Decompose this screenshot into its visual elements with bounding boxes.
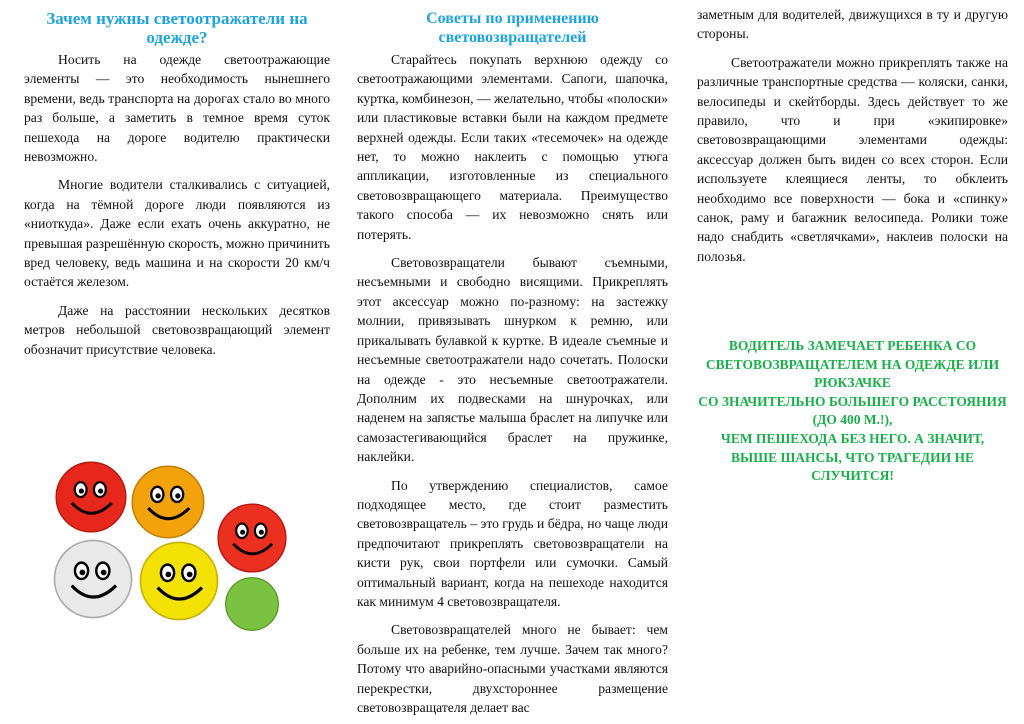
smiley-yellow-icon [138, 540, 220, 622]
paragraph: Светоотражатели можно прикреплять также на различные транспортные средства — коляски, санки, велосипеды и скейтборды. Здесь действует то же правило, что и при «экипировке» световозвращающими элементами одежды: аксессуар должен быть виден со всех сторон. Если используете клеящиеся ленты, то обклеить необходимо все поверхности — бока и «спинку» санок, раму и багажник велосипеда. Ролики тоже надо снабдить «светлячками», наклеив полоски на полозья. [697, 54, 1008, 264]
paragraph: заметным для водителей, движущихся в ту и другую стороны. [697, 7, 1008, 42]
smiley-orange-icon [130, 464, 206, 540]
paragraph: Носить на одежде светоотражающие элементы — это необходимость нынешнего времени, ведь транспорта на дорогах стало во много раз больше, а заметить в темное время суток пешехода на дороге водителю практически невозможно. [24, 52, 330, 165]
smiley-reflectors-image [48, 460, 298, 630]
driver-notice-callout: ВОДИТЕЛЬ ЗАМЕЧАЕТ РЕБЕНКА СО СВЕТОВОЗВРАЩАТЕЛЕМ НА ОДЕЖДЕ ИЛИ РЮКЗАЧКЕ СО ЗНАЧИТЕЛЬНО БОЛЬШЕГО РАССТОЯНИЯ (ДО 400 М.!), ЧЕМ ПЕШЕХОДА БЕЗ НЕГО. А ЗНАЧИТ, ВЫШЕ ШАНСЫ, ЧТО ТРАГЕДИИ НЕ СЛУЧИТСЯ! [698, 338, 1007, 484]
column-usage-tips [357, 0, 668, 717]
paragraph: По утверждению специалистов, самое подходящее место, где стоит разместить световозвращатель – это грудь и бёдра, но чаще люди предпочитают прикреплять световозвращатели на кисти рук, свои портфели или сумочки. Самый оптимальный вариант, когда на пешеходе находится как минимум 4 световозвращателя. [357, 477, 668, 609]
smiley-red-icon [54, 460, 128, 534]
smiley-green-icon [224, 576, 280, 632]
paragraph: Световозвращатели бывают съемными, несъемными и свободно висящими. Прикреплять этот аксессуар можно по-разному: на застежку молнии, привязывать шнурком к ремню, или прикалывать булавкой к куртке. В идеале съемные и несъемные светоотражатели надо сочетать. Полоски на одежде - это несъемные светоотражатели. Дополним их подвесками на шнурочках, или наденем на запястье малыша браслет на липучке или самозастегивающийся браслет на пружинке, наклейки. [357, 255, 668, 465]
column-continuation [697, 0, 1008, 266]
heading-usage-tips: Советы по применению световозвращателей [426, 10, 599, 46]
smiley-white-icon [52, 538, 134, 620]
heading-why-reflectors: Зачем нужны светоотражатели на одежде? [46, 9, 308, 47]
paragraph: Старайтесь покупать верхнюю одежду со светоотражающими элементами. Сапоги, шапочка, куртка, комбинезон, — желательно, чтобы «полоски» или пластиковые вставки были на каждом предмете верхней одежды. Если таких «тесемочек» на одежде нет, то можно наклеить с помощью утюга аппликации, изготовленные из специального световозвращающего материала. Преимущество такого способа — их невозможно снять или потерять. [357, 52, 668, 242]
column-why-reflectors [24, 0, 330, 359]
paragraph: Световозвращателей много не бывает: чем больше их на ребенке, тем лучше. Зачем так много? Потому что аварийно-опасными участками являются перекрестки, двухстороннее размещение световозвращателя делает вас [357, 622, 668, 715]
smiley-red-right-icon [216, 502, 288, 574]
paragraph: Многие водители сталкивались с ситуацией, когда на тёмной дороге люди появляются из «ниоткуда». Даже если ехать очень аккуратно, не превышая разрешённую скорость, можно причинить вред человеку, ведь машина и на скорости 20 км/ч остаётся железом. [24, 177, 330, 290]
paragraph: Даже на расстоянии нескольких десятков метров небольшой световозвращающий элемент обозначит присутствие человека. [24, 302, 330, 357]
